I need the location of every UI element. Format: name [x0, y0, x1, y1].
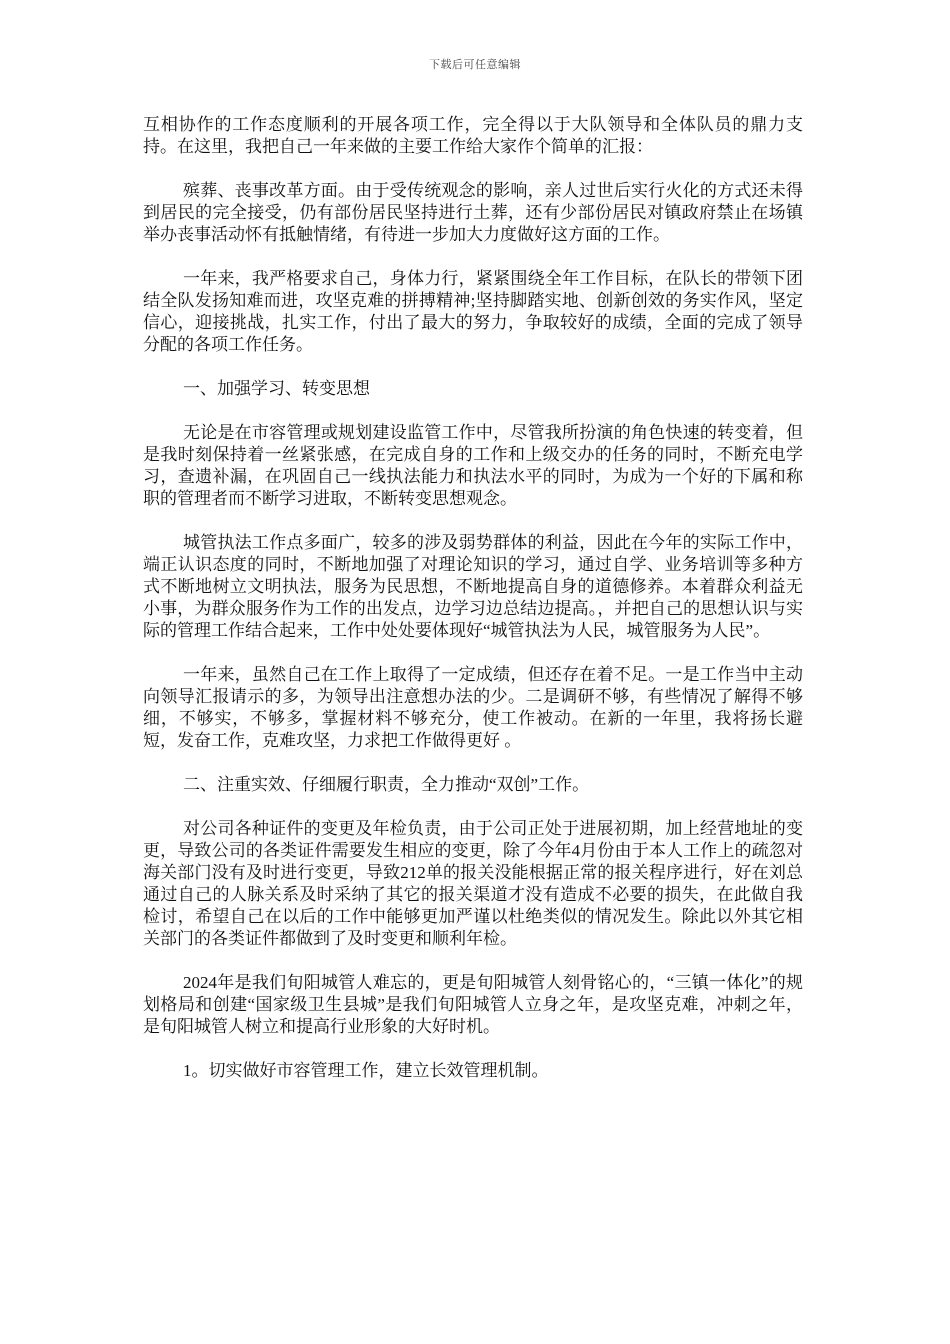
paragraph-funeral-reform: 殡葬、丧事改革方面。由于受传统观念的影响，亲人过世后实行火化的方式还未得到居民的完全接受，仍有部份居民坚持进行土葬，还有少部份居民对镇政府禁止在场镇举办丧事活动怀有抵触情绪，有待进一步加大力度做好这方面的工作。 [143, 181, 803, 244]
paragraph-intro: 互相协作的工作态度顺利的开展各项工作，完全得以于大队领导和全体队员的鼎力支持。在这里，我把自己一年来做的主要工作给大家作个简单的汇报： [143, 115, 803, 156]
paragraph-2024: 2024年是我们旬阳城管人难忘的，更是旬阳城管人刻骨铭心的，“三镇一体化”的规划格局和创建“国家级卫生县城”是我们旬阳城管人立身之年，是攻坚克难，冲刺之年，是旬阳城管人树立和提高行业形象的大好时机。 [143, 973, 803, 1036]
page-header: 下载后可任意编辑 [429, 58, 521, 71]
list-item-1: 1。切实做好市容管理工作，建立长效管理机制。 [183, 1061, 549, 1080]
paragraph-certificates: 对公司各种证件的变更及年检负责，由于公司正处于进展初期，加上经营地址的变更，导致公司的各类证件需要发生相应的变更，除了今年4月份由于本人工作上的疏忽对海关部门没有及时进行变更，导致212单的报关没能根据正常的报关程序进行，好在刘总通过自己的人脉关系及时采纳了其它的报关渠道才没有造成不必要的损失，在此做自我检讨，希望自己在以后的工作中能够更加严谨以杜绝类似的情况发生。除此以外其它相关部门的各类证件都做到了及时变更和顺利年检。 [143, 819, 803, 948]
paragraph-learning: 无论是在市容管理或规划建设监管工作中，尽管我所扮演的角色快速的转变着，但是我时刻保持着一丝紧张感，在完成自身的工作和上级交办的任务的同时，不断充电学习，查遗补漏，在巩固自己一线执法能力和执法水平的同时，为成为一个好的下属和称职的管理者而不断学习进取，不断转变思想观念。 [143, 423, 803, 508]
paragraph-law-enforcement: 城管执法工作点多面广，较多的涉及弱势群体的利益，因此在今年的实际工作中，端正认识态度的同时，不断地加强了对理论知识的学习，通过自学、业务培训等多种方式不断地树立文明执法，服务为民思想，不断地提高自身的道德修养。本着群众利益无小事，为群众服务作为工作的出发点，边学习边总结边提高。，并把自己的思想认识与实际的管理工作结合起来，工作中处处要体现好“城管执法为人民，城管服务为人民”。 [143, 533, 803, 640]
section-heading-2: 二、注重实效、仔细履行职责，全力推动“双创”工作。 [183, 775, 590, 794]
paragraph-year-summary: 一年来，我严格要求自己，身体力行，紧紧围绕全年工作目标，在队长的带领下团结全队发扬知难而进，攻坚克难的拼搏精神;坚持脚踏实地、创新创效的务实作风，坚定信心，迎接挑战，扎实工作，付出了最大的努力，争取较好的成绩，全面的完成了领导分配的各项工作任务。 [143, 269, 803, 354]
paragraph-shortcomings: 一年来，虽然自己在工作上取得了一定成绩，但还存在着不足。一是工作当中主动向领导汇报请示的多，为领导出注意想办法的少。二是调研不够，有些情况了解得不够细，不够实，不够多，掌握材料不够充分，使工作被动。在新的一年里，我将扬长避短，发奋工作，克难攻坚，力求把工作做得更好 。 [143, 665, 803, 750]
document-body [143, 114, 803, 1104]
section-heading-1: 一、加强学习、转变思想 [183, 379, 370, 398]
